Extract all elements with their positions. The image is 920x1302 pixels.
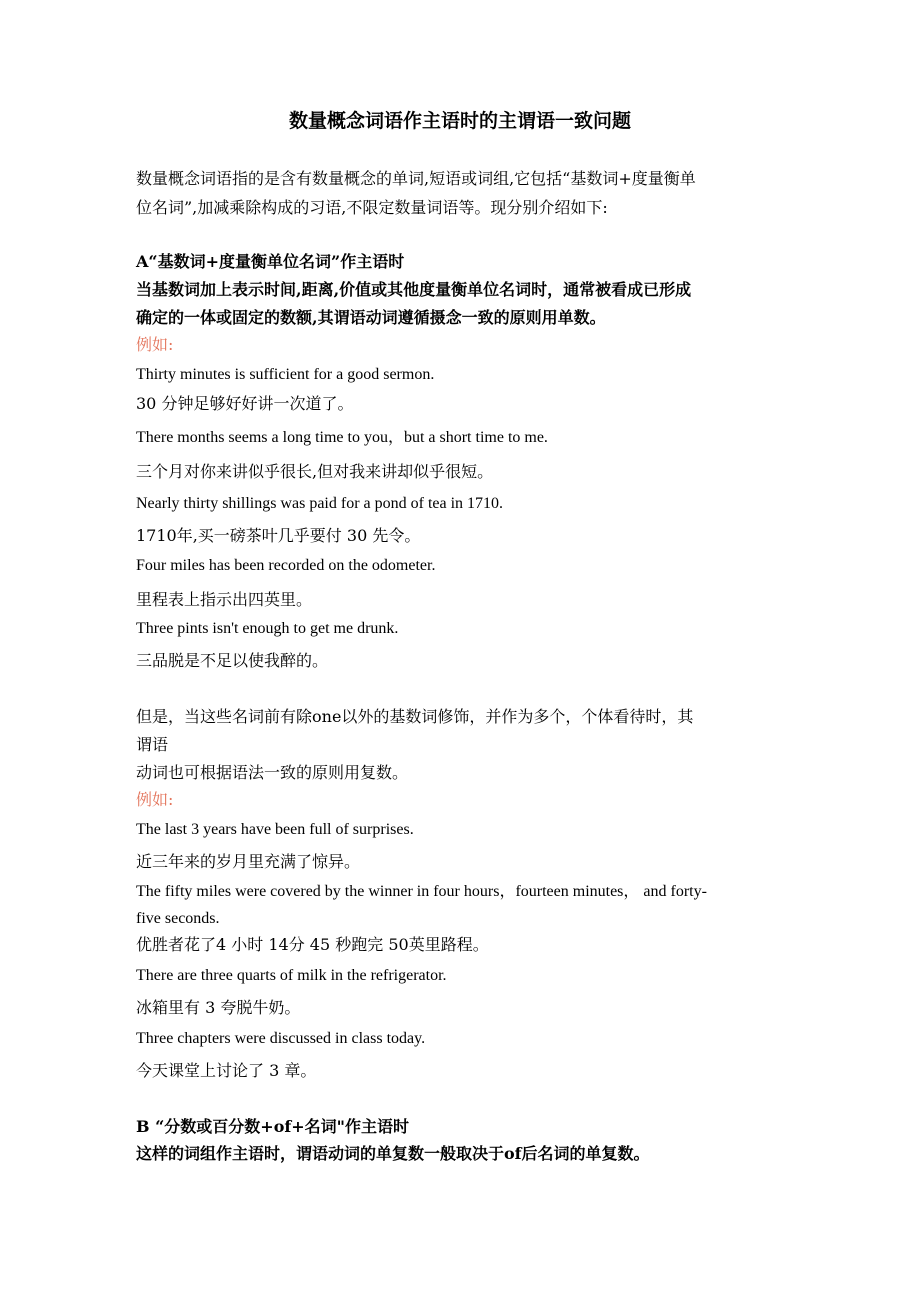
example-en: Three pints isn't enough to get me drunk. [136, 620, 399, 637]
example-zh: 优胜者花了4 小时 14分 45 秒跑完 50英里路程。 [136, 935, 489, 954]
intro-line-1: 数量概念词语指的是含有数量概念的单词,短语或词组,它包括“基数词+度量衡单 [136, 169, 696, 188]
example-en: There months seems a long time to you，but a short time to me. [136, 429, 548, 446]
example-zh: 今天课堂上讨论了 3 章。 [136, 1061, 317, 1080]
example-zh: 三个月对你来讲似乎很长,但对我来讲却似乎很短。 [136, 462, 494, 481]
section-b-rule: 这样的词组作主语时，谓语动词的单复数一般取决于of后名词的单复数。 [136, 1144, 650, 1163]
page-title: 数量概念词语作主语时的主谓语一致问题 [288, 110, 631, 132]
example-en: The fifty miles were covered by the winner in four hours，fourteen minutes， and forty- [136, 883, 707, 900]
section-b-heading: B “分数或百分数+of+名词"作主语时 [136, 1117, 410, 1136]
section-a-rule-line-2: 确定的一体或固定的数额,其谓语动词遵循摄念一致的原则用单数。 [136, 308, 606, 327]
example-en: Four miles has been recorded on the odometer. [136, 557, 436, 574]
section-a-heading: A“基数词+度量衡单位名词”作主语时 [136, 252, 405, 271]
note-line-2: 谓语 [136, 735, 169, 754]
example-zh: 30 分钟足够好好讲一次道了。 [136, 394, 354, 413]
section-a-rule-line-1: 当基数词加上表示时间,距离,价值或其他度量衡单位名词时，通常被看成已形成 [136, 280, 692, 299]
example-label-2: 例如: [136, 790, 174, 809]
example-zh: 近三年来的岁月里充满了惊异。 [136, 852, 361, 871]
example-en: Thirty minutes is sufficient for a good sermon. [136, 366, 435, 383]
example-zh: 三品脱是不足以使我醉的。 [136, 651, 329, 670]
example-en: Three chapters were discussed in class today. [136, 1030, 426, 1047]
example-label: 例如: [136, 335, 174, 354]
note-line-1: 但是，当这些名词前有除one以外的基数词修饰，并作为多个，个体看待时，其 [136, 707, 694, 726]
example-zh: 里程表上指示出四英里。 [136, 590, 313, 609]
example-zh: 冰箱里有 3 夸脱牛奶。 [136, 998, 301, 1017]
example-en: The last 3 years have been full of surprises. [136, 821, 414, 838]
example-en-continued: five seconds. [136, 910, 220, 927]
example-zh: 1710年,买一磅茶叶几乎要付 30 先令。 [136, 526, 421, 545]
note-line-3: 动词也可根据语法一致的原则用复数。 [136, 763, 409, 782]
example-en: Nearly thirty shillings was paid for a pond of tea in 1710. [136, 495, 504, 512]
example-en: There are three quarts of milk in the refrigerator. [136, 967, 447, 984]
intro-line-2: 位名词”,加减乘除构成的习语,不限定数量词语等。现分别介绍如下: [136, 198, 608, 217]
